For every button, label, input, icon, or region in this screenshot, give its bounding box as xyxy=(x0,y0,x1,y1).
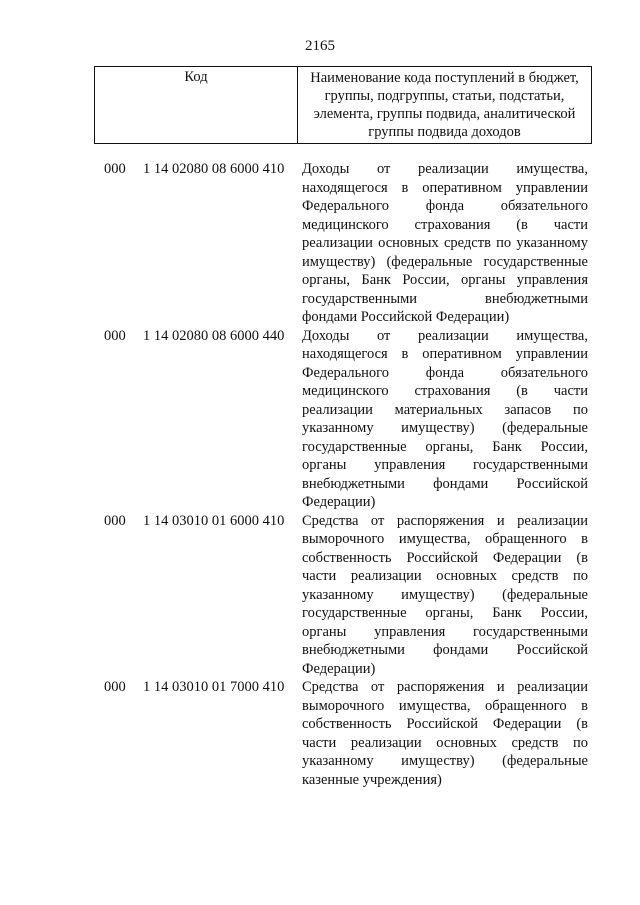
description-line: Федерации) xyxy=(302,660,376,677)
description-line: Доходы от реализации имущества, xyxy=(302,327,588,344)
description-line: части реализации основных средств по xyxy=(302,568,588,584)
description-line: находящегося в оперативном управлении xyxy=(302,346,588,362)
description-line: медицинского страхования (в части xyxy=(302,383,588,399)
header-name-line: группы, подгруппы, статьи, подстатьи, xyxy=(324,88,565,104)
header-name-line: Наименование кода поступлений в бюджет, xyxy=(310,70,579,86)
page-number: 2165 xyxy=(305,38,335,54)
description-line: Средства от распоряжения и реализации xyxy=(302,512,588,529)
description-line: выморочного имущества, обращенного в xyxy=(302,531,588,547)
admin-code: 000 xyxy=(104,512,126,529)
entries-list xyxy=(0,160,640,789)
description-line: собственность Российской Федерации (в xyxy=(302,716,588,732)
description-line: реализации материальных запасов по xyxy=(302,401,588,418)
description-line: указанному имуществу) (федеральные xyxy=(302,420,588,436)
description-line: реализации основных средств по указанному xyxy=(302,235,588,251)
description-line: органы управления государственными xyxy=(302,623,588,640)
revenue-description xyxy=(302,160,588,327)
description-line: Федерации) xyxy=(302,494,376,510)
admin-code: 000 xyxy=(104,161,126,177)
description-line: указанному имуществу) (федеральные xyxy=(302,753,588,769)
revenue-code: 1 14 02080 08 6000 440 xyxy=(143,327,285,344)
description-line: Доходы от реализации имущества, xyxy=(302,161,588,177)
table-row xyxy=(0,678,640,789)
description-line: части реализации основных средств по xyxy=(302,734,588,751)
header-name-column xyxy=(298,67,591,143)
table-row xyxy=(0,160,640,327)
description-line: Федерального фонда обязательного xyxy=(302,198,588,214)
admin-code: 000 xyxy=(104,327,126,344)
description-line: Федерального фонда обязательного xyxy=(302,364,588,381)
description-line: внебюджетными фондами Российской xyxy=(302,642,588,658)
description-line: Средства от распоряжения и реализации xyxy=(302,679,588,695)
description-line: внебюджетными фондами Российской xyxy=(302,475,588,492)
description-line: органы управления государственными xyxy=(302,457,588,473)
description-line: имуществу) (федеральные государственные xyxy=(302,253,588,270)
revenue-code: 1 14 03010 01 6000 410 xyxy=(143,512,285,529)
description-line: находящегося в оперативном управлении xyxy=(302,179,588,196)
description-line: органы, Банк России, органы управления xyxy=(302,272,588,288)
description-line: указанному имуществу) (федеральные xyxy=(302,586,588,603)
revenue-description xyxy=(302,678,588,789)
revenue-code: 1 14 03010 01 7000 410 xyxy=(143,679,285,695)
description-line: государственные органы, Банк России, xyxy=(302,438,588,455)
description-line: казенные учреждения) xyxy=(302,771,442,788)
header-code-column: Код xyxy=(95,67,298,143)
admin-code: 000 xyxy=(104,679,126,695)
description-line: государственными внебюджетными xyxy=(302,290,588,307)
header-name-line: элемента, группы подвида, аналитической xyxy=(313,106,576,122)
table-row xyxy=(0,512,640,679)
description-line: собственность Российской Федерации (в xyxy=(302,549,588,566)
description-line: фондами Российской Федерации) xyxy=(302,309,510,325)
revenue-code: 1 14 02080 08 6000 410 xyxy=(143,161,285,177)
table-header xyxy=(94,66,592,144)
description-line: государственные органы, Банк России, xyxy=(302,605,588,621)
revenue-description xyxy=(302,512,588,679)
description-line: выморочного имущества, обращенного в xyxy=(302,697,588,714)
revenue-description xyxy=(302,327,588,512)
table-row xyxy=(0,327,640,512)
header-name-line: группы подвида доходов xyxy=(368,124,521,140)
description-line: медицинского страхования (в части xyxy=(302,216,588,233)
